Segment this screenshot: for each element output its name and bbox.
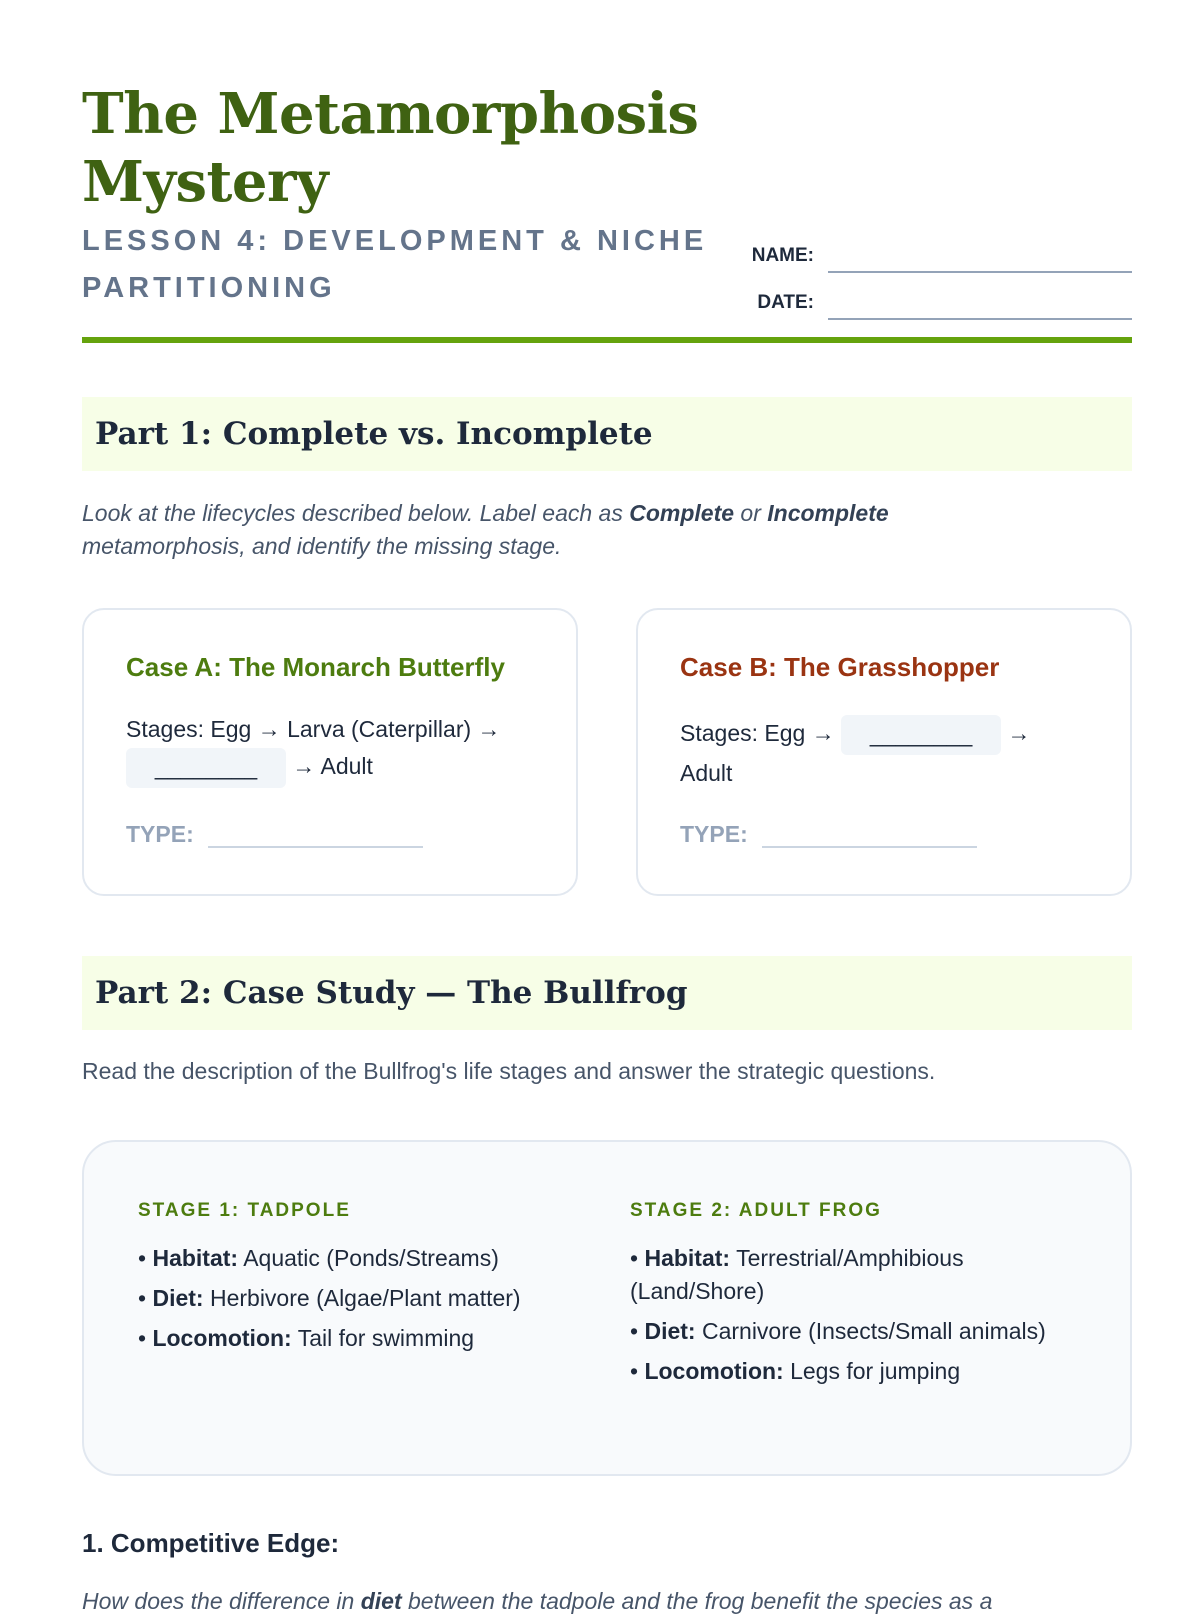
item-value: Terrestrial/Amphibious (Land/Shore) <box>630 1245 964 1304</box>
question1-text-post: between the tadpole and the frog benefit the species as a <box>401 1588 993 1614</box>
item-label: Habitat: <box>644 1245 731 1271</box>
case-a-stages-pre: Stages: Egg → Larva (Caterpillar) → <box>126 716 501 742</box>
case-a-title: Case A: The Monarch Butterfly <box>126 652 505 682</box>
student-info <box>722 226 1132 320</box>
item-value: Tail for swimming <box>297 1325 475 1351</box>
question1-title: 1. Competitive Edge: <box>82 1528 340 1558</box>
case-b-stages-pre: Stages: Egg → <box>680 720 842 747</box>
name-field[interactable] <box>828 235 1132 273</box>
item-value: Carnivore (Insects/Small animals) <box>701 1318 1046 1344</box>
question1-text <box>82 1585 1132 1618</box>
question1-text-pre: How does the difference in <box>82 1588 361 1614</box>
date-field[interactable] <box>828 282 1132 320</box>
part1-instructions <box>82 497 982 563</box>
intro-text: Look at the lifecycles described below. Label each as <box>82 500 630 526</box>
name-row <box>722 226 1132 273</box>
stage1-column <box>138 1200 578 1362</box>
date-label: DATE: <box>757 292 814 313</box>
stage1-list <box>138 1242 578 1355</box>
item-value: Aquatic (Ponds/Streams) <box>243 1245 499 1271</box>
part2-instructions: Read the description of the Bullfrog's life stages and answer the strategic questions. <box>82 1058 936 1084</box>
case-a-type-label: TYPE: <box>126 821 194 847</box>
case-a-type-row <box>126 820 534 848</box>
item-label: Habitat: <box>152 1245 239 1271</box>
bullfrog-info-box <box>82 1140 1132 1476</box>
name-label: NAME: <box>751 245 814 266</box>
list-item: • Diet: Carnivore (Insects/Small animals) <box>630 1318 1046 1344</box>
case-a-stages-post: → Adult <box>286 753 373 780</box>
case-b-card <box>636 608 1132 896</box>
item-label: Diet: <box>644 1318 696 1344</box>
stage2-heading: STAGE 2: ADULT FROG <box>630 1200 882 1221</box>
case-b-type-row <box>680 820 1088 848</box>
page-title: The Metamorphosis Mystery <box>82 81 699 215</box>
item-value: Legs for jumping <box>790 1358 961 1384</box>
question1-diet: diet <box>360 1588 402 1614</box>
stage2-column <box>630 1200 1050 1395</box>
intro-incomplete: Incomplete <box>767 500 889 526</box>
list-item: • Locomotion: Tail for swimming <box>138 1325 475 1351</box>
item-value: Herbivore (Algae/Plant matter) <box>209 1285 521 1311</box>
case-b-title: Case B: The Grasshopper <box>680 652 1000 682</box>
intro-complete: Complete <box>629 500 735 526</box>
stage2-list <box>630 1242 1050 1388</box>
case-b-type-label: TYPE: <box>680 821 748 847</box>
item-label: Locomotion: <box>644 1358 784 1384</box>
intro-text-end: metamorphosis, and identify the missing stage. <box>82 533 562 559</box>
item-label: Locomotion: <box>152 1325 292 1351</box>
part1-header <box>82 397 1132 471</box>
case-a-type-field[interactable] <box>208 820 423 848</box>
part2-heading: Part 2: Case Study — The Bullfrog <box>95 975 688 1011</box>
list-item: • Habitat: Aquatic (Ponds/Streams) <box>138 1245 499 1271</box>
header-divider <box>82 337 1132 343</box>
case-a-card <box>82 608 578 896</box>
intro-or: or <box>734 500 768 526</box>
case-b-stages-post: → Adult <box>680 720 1031 786</box>
list-item: • Diet: Herbivore (Algae/Plant matter) <box>138 1285 521 1311</box>
case-b-stages <box>680 713 1088 790</box>
case-b-type-field[interactable] <box>762 820 977 848</box>
list-item: • Habitat: Terrestrial/Amphibious (Land/Shore) <box>630 1245 964 1304</box>
item-label: Diet: <box>152 1285 204 1311</box>
part2-header <box>82 956 1132 1030</box>
list-item: • Locomotion: Legs for jumping <box>630 1358 961 1384</box>
lesson-subtitle: LESSON 4: DEVELOPMENT & NICHE PARTITIONING <box>82 225 708 304</box>
case-a-stages <box>126 713 534 790</box>
case-a-blank-input[interactable]: ________ <box>126 748 286 788</box>
stage1-heading: STAGE 1: TADPOLE <box>138 1200 351 1221</box>
part1-heading: Part 1: Complete vs. Incomplete <box>95 416 653 452</box>
case-b-blank-input[interactable]: ________ <box>841 715 1001 755</box>
date-row <box>722 273 1132 320</box>
